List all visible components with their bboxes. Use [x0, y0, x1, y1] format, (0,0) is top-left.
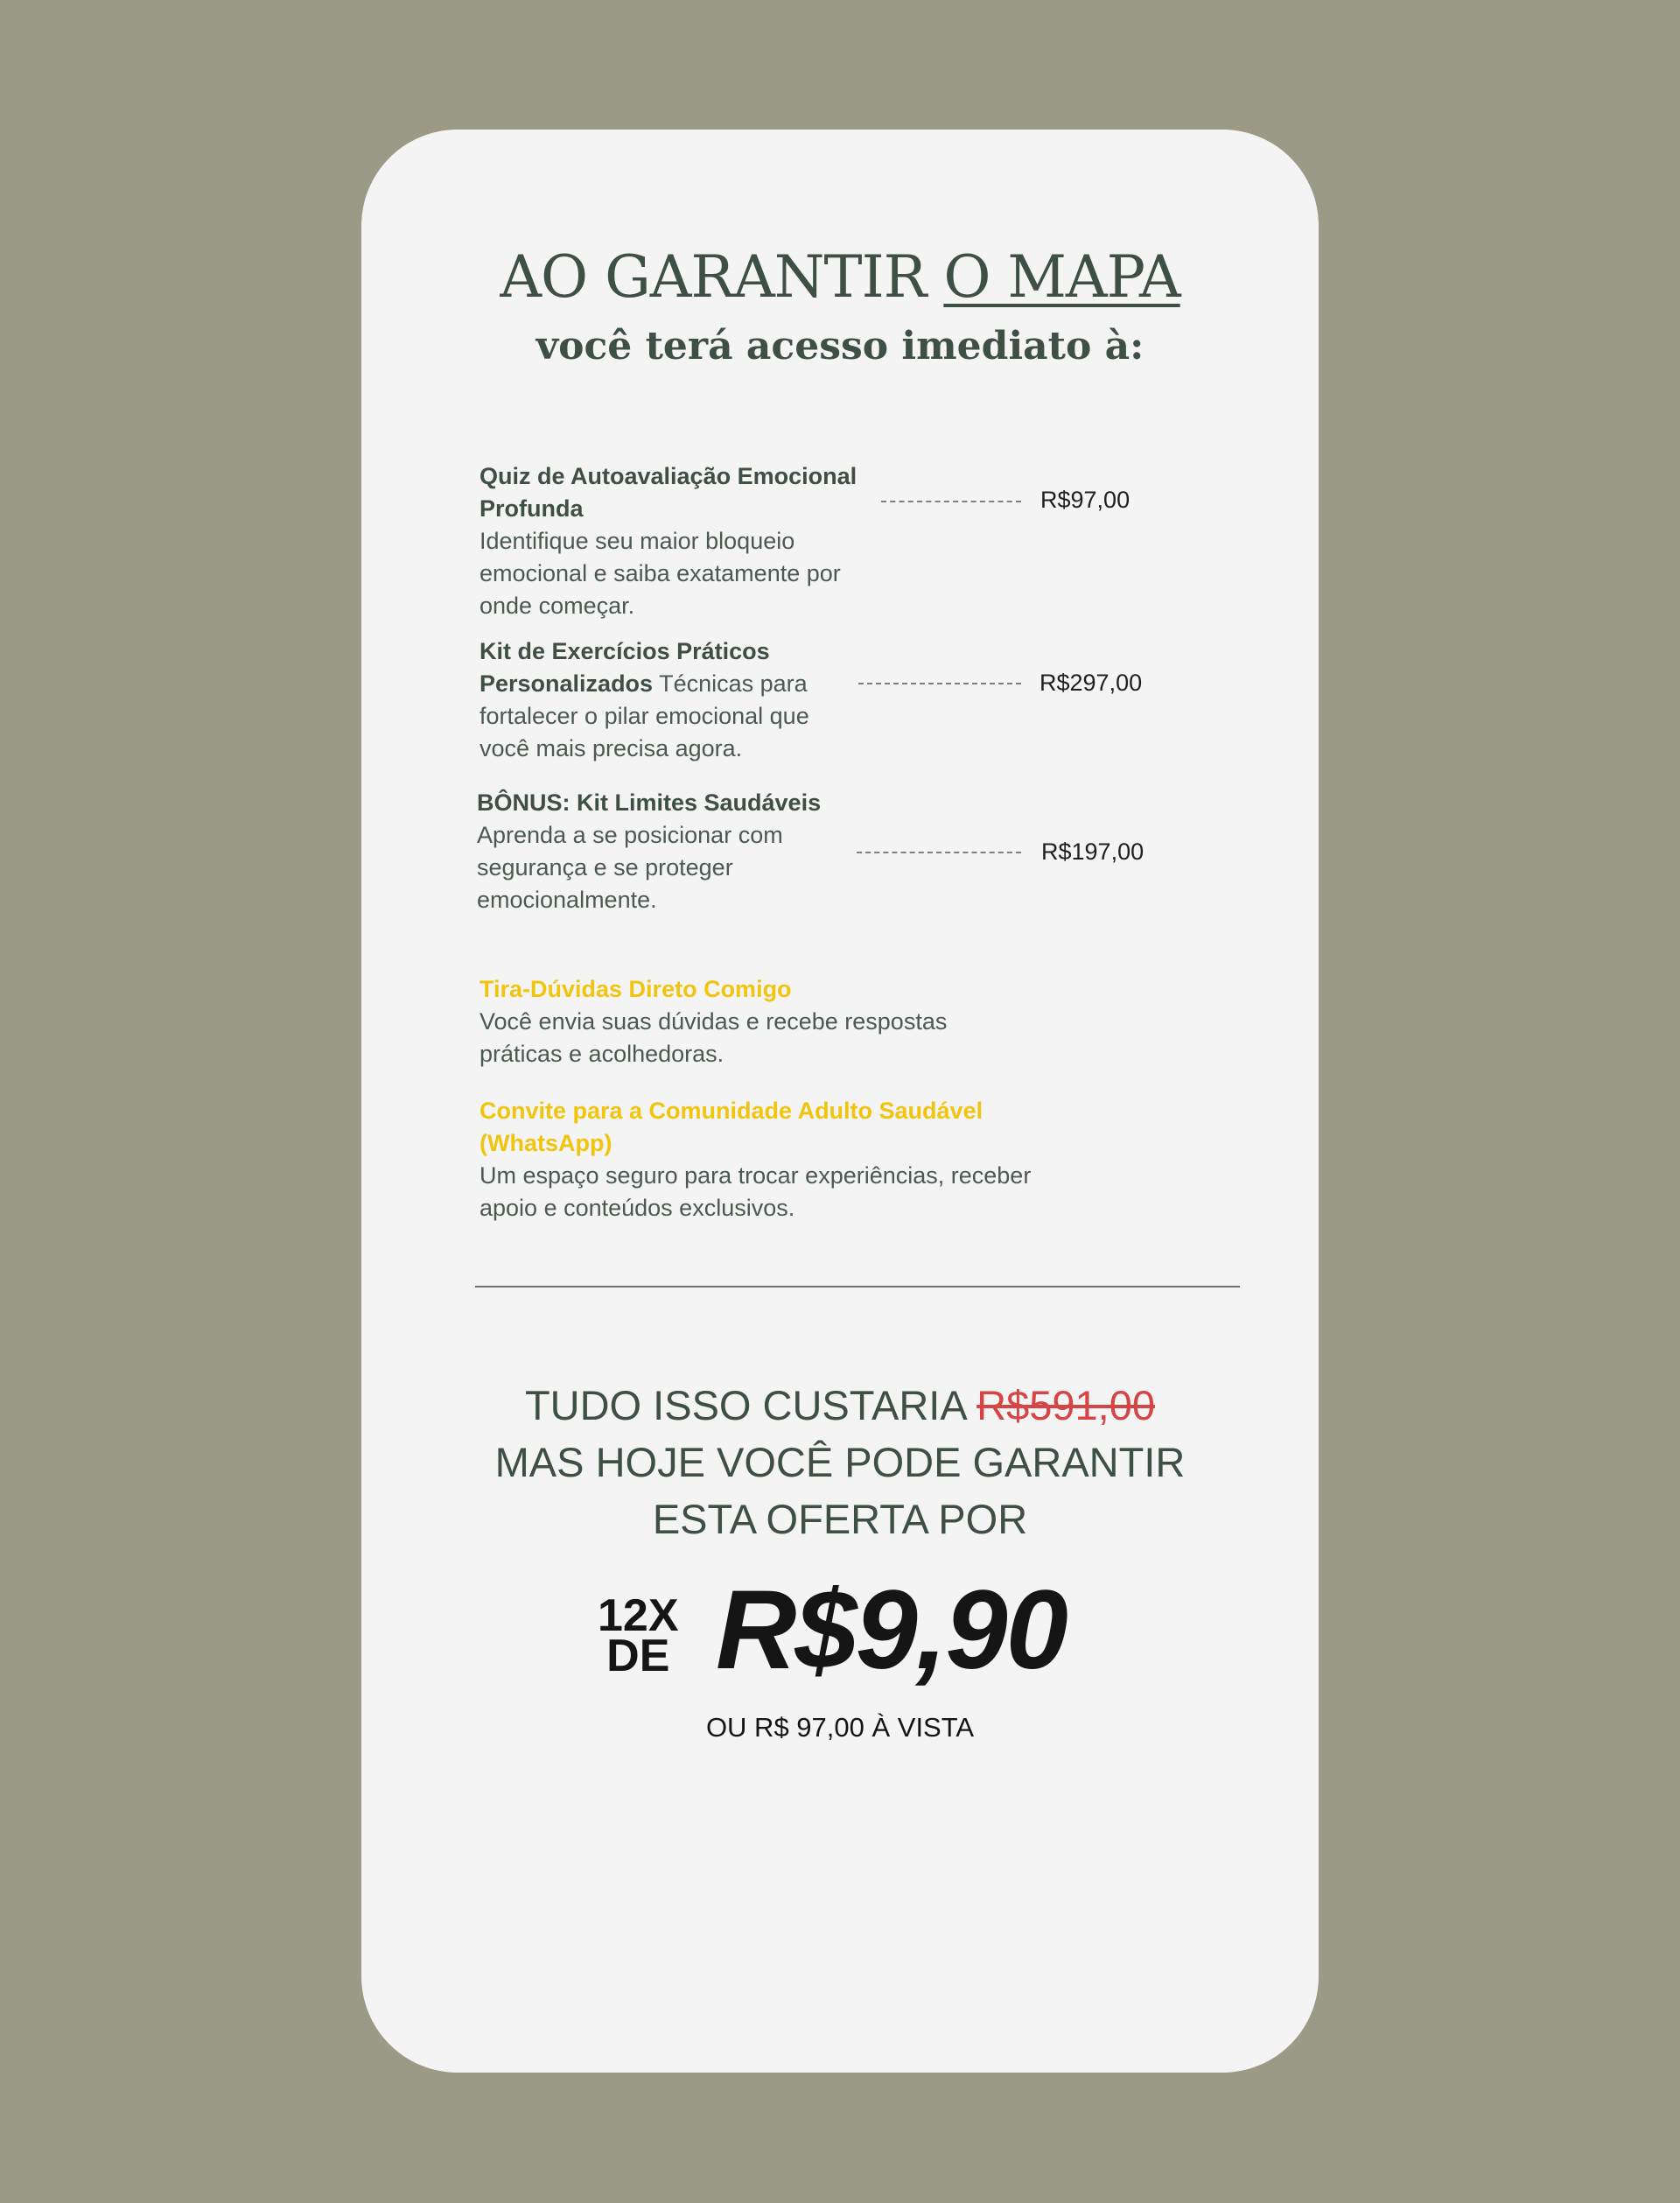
item-price: R$297,00 [1040, 670, 1143, 696]
item-desc: Aprenda a se posicionar com [477, 822, 783, 848]
extra-title-line: (WhatsApp) [480, 1130, 612, 1156]
item-desc: Identifique seu maior bloqueio [480, 528, 795, 554]
offer-line: MAS HOJE VOCÊ PODE GARANTIR [494, 1439, 1186, 1485]
dotted-leader [858, 683, 1021, 684]
extra-desc-line: práticas e acolhedoras. [480, 1041, 724, 1067]
installments-de: DE [606, 1631, 670, 1681]
extra-desc [480, 1160, 1031, 1224]
installments-label [598, 1590, 679, 1681]
offer-card [361, 130, 1319, 2073]
item-title-cont: Personalizados [480, 670, 654, 697]
installment-price: R$9,90 [716, 1568, 1067, 1693]
extra-desc [480, 1006, 947, 1070]
item-title: BÔNUS: Kit Limites Saudáveis [477, 789, 822, 816]
item-price: R$197,00 [1041, 838, 1144, 865]
divider [475, 1286, 1240, 1287]
list-item [477, 787, 888, 916]
extra-desc-line: apoio e conteúdos exclusivos. [480, 1195, 795, 1221]
extra-title [480, 1095, 983, 1160]
item-title: Kit de Exercícios Práticos [480, 638, 770, 664]
item-desc: você mais precisa agora. [480, 735, 743, 761]
item-desc-inline: Técnicas para [653, 670, 808, 697]
page-title [361, 243, 1319, 311]
item-desc: fortalecer o pilar emocional que [480, 703, 809, 729]
item-desc: onde começar. [480, 593, 635, 619]
offer-text [361, 1377, 1319, 1547]
old-price: R$591,00 [976, 1382, 1156, 1428]
dotted-leader [881, 501, 1021, 502]
offer-prefix: TUDO ISSO CUSTARIA [524, 1382, 966, 1428]
offer-line: ESTA OFERTA POR [652, 1496, 1028, 1542]
dotted-leader [857, 852, 1021, 853]
list-item [480, 460, 891, 622]
item-desc: emocional e saiba exatamente por [480, 560, 841, 586]
extra-desc-line: Você envia suas dúvidas e recebe respostas [480, 1008, 948, 1035]
extra-desc-line: Um espaço seguro para trocar experiências, receber [480, 1162, 1032, 1189]
page-subtitle: você terá acesso imediato à: [536, 324, 1144, 368]
item-title-cont: Profunda [480, 495, 584, 522]
item-desc: emocionalmente. [477, 887, 657, 913]
extra-title: Tira-Dúvidas Direto Comigo [480, 976, 792, 1002]
title-prefix: AO GARANTIR [500, 243, 927, 311]
installments-count: 12X [598, 1590, 679, 1641]
item-title: Quiz de Autoavaliação Emocional [480, 463, 858, 489]
title-underlined: O MAPA [943, 243, 1180, 311]
extra-title-line: Convite para a Comunidade Adulto Saudável [480, 1098, 984, 1124]
item-price: R$97,00 [1040, 487, 1130, 513]
item-desc: segurança e se proteger [477, 854, 733, 880]
list-item [480, 635, 891, 765]
cash-price: OU R$ 97,00 À VISTA [705, 1712, 975, 1743]
